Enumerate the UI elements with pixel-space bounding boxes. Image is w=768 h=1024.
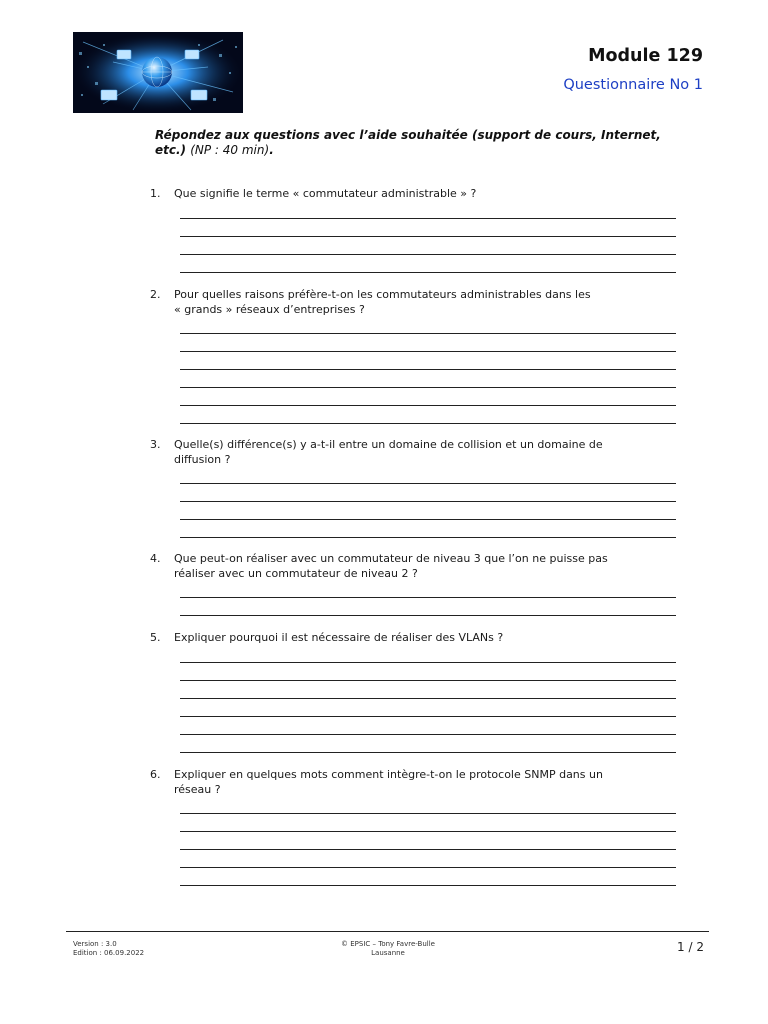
- instructions-time: (NP : 40 min): [190, 143, 270, 157]
- instructions-text: Répondez aux questions avec l’aide souhaitée (support de cours, Internet, etc.): [155, 128, 661, 157]
- header-logo-image: [73, 32, 243, 113]
- question-2: [150, 287, 650, 317]
- answer-line[interactable]: [180, 272, 676, 273]
- questionnaire-title: Questionnaire No 1: [563, 77, 703, 93]
- answer-line[interactable]: [180, 405, 676, 406]
- answer-line[interactable]: [180, 662, 676, 663]
- answer-line[interactable]: [180, 537, 676, 538]
- footer-copyright: © EPSIC – Tony Favre-Bulle: [341, 940, 435, 948]
- footer-city: Lausanne: [371, 949, 405, 957]
- question-number: 5.: [150, 631, 161, 644]
- footer-divider: [66, 931, 709, 932]
- answer-line[interactable]: [180, 752, 676, 753]
- question-text: Expliquer en quelques mots comment intègre-t-on le protocole SNMP dans un: [174, 768, 603, 781]
- question-text: réseau ?: [174, 783, 221, 796]
- answer-line[interactable]: [180, 597, 676, 598]
- answer-line[interactable]: [180, 254, 676, 255]
- network-globe-icon: [73, 32, 243, 113]
- answer-line[interactable]: [180, 387, 676, 388]
- instructions-end: .: [269, 143, 274, 157]
- question-number: 1.: [150, 187, 161, 200]
- answer-line[interactable]: [180, 885, 676, 886]
- question-6: [150, 767, 650, 797]
- answer-line[interactable]: [180, 218, 676, 219]
- footer-version: Version : 3.0: [73, 940, 117, 948]
- answer-line[interactable]: [180, 369, 676, 370]
- question-4: [150, 551, 650, 581]
- question-number: 6.: [150, 768, 161, 781]
- module-title: Module 129: [588, 46, 703, 66]
- answer-line[interactable]: [180, 831, 676, 832]
- answer-line[interactable]: [180, 615, 676, 616]
- instructions: [155, 128, 665, 158]
- question-number: 3.: [150, 438, 161, 451]
- question-text: Expliquer pourquoi il est nécessaire de réaliser des VLANs ?: [174, 631, 504, 644]
- question-text: Que signifie le terme « commutateur administrable » ?: [174, 187, 477, 200]
- answer-line[interactable]: [180, 734, 676, 735]
- question-text: « grands » réseaux d’entreprises ?: [174, 303, 365, 316]
- question-number: 4.: [150, 552, 161, 565]
- answer-line[interactable]: [180, 483, 676, 484]
- answer-line[interactable]: [180, 867, 676, 868]
- question-3: [150, 437, 650, 467]
- answer-line[interactable]: [180, 333, 676, 334]
- footer-copyright-block: [300, 940, 476, 958]
- question-text: réaliser avec un commutateur de niveau 2 ?: [174, 567, 418, 580]
- question-1: [150, 186, 650, 201]
- answer-line[interactable]: [180, 423, 676, 424]
- question-text: diffusion ?: [174, 453, 231, 466]
- footer-edition: Edition : 06.09.2022: [73, 949, 145, 957]
- answer-line[interactable]: [180, 849, 676, 850]
- answer-line[interactable]: [180, 813, 676, 814]
- answer-line[interactable]: [180, 236, 676, 237]
- question-text: Quelle(s) différence(s) y a-t-il entre un domaine de collision et un domaine de: [174, 438, 603, 451]
- answer-line[interactable]: [180, 698, 676, 699]
- answer-line[interactable]: [180, 501, 676, 502]
- answer-line[interactable]: [180, 519, 676, 520]
- page-number: 1 / 2: [677, 940, 704, 954]
- answer-line[interactable]: [180, 680, 676, 681]
- question-number: 2.: [150, 288, 161, 301]
- question-text: Pour quelles raisons préfère-t-on les commutateurs administrables dans les: [174, 288, 591, 301]
- question-5: [150, 630, 650, 645]
- question-text: Que peut-on réaliser avec un commutateur de niveau 3 que l’on ne puisse pas: [174, 552, 608, 565]
- footer-version-info: [73, 940, 144, 958]
- answer-line[interactable]: [180, 716, 676, 717]
- answer-line[interactable]: [180, 351, 676, 352]
